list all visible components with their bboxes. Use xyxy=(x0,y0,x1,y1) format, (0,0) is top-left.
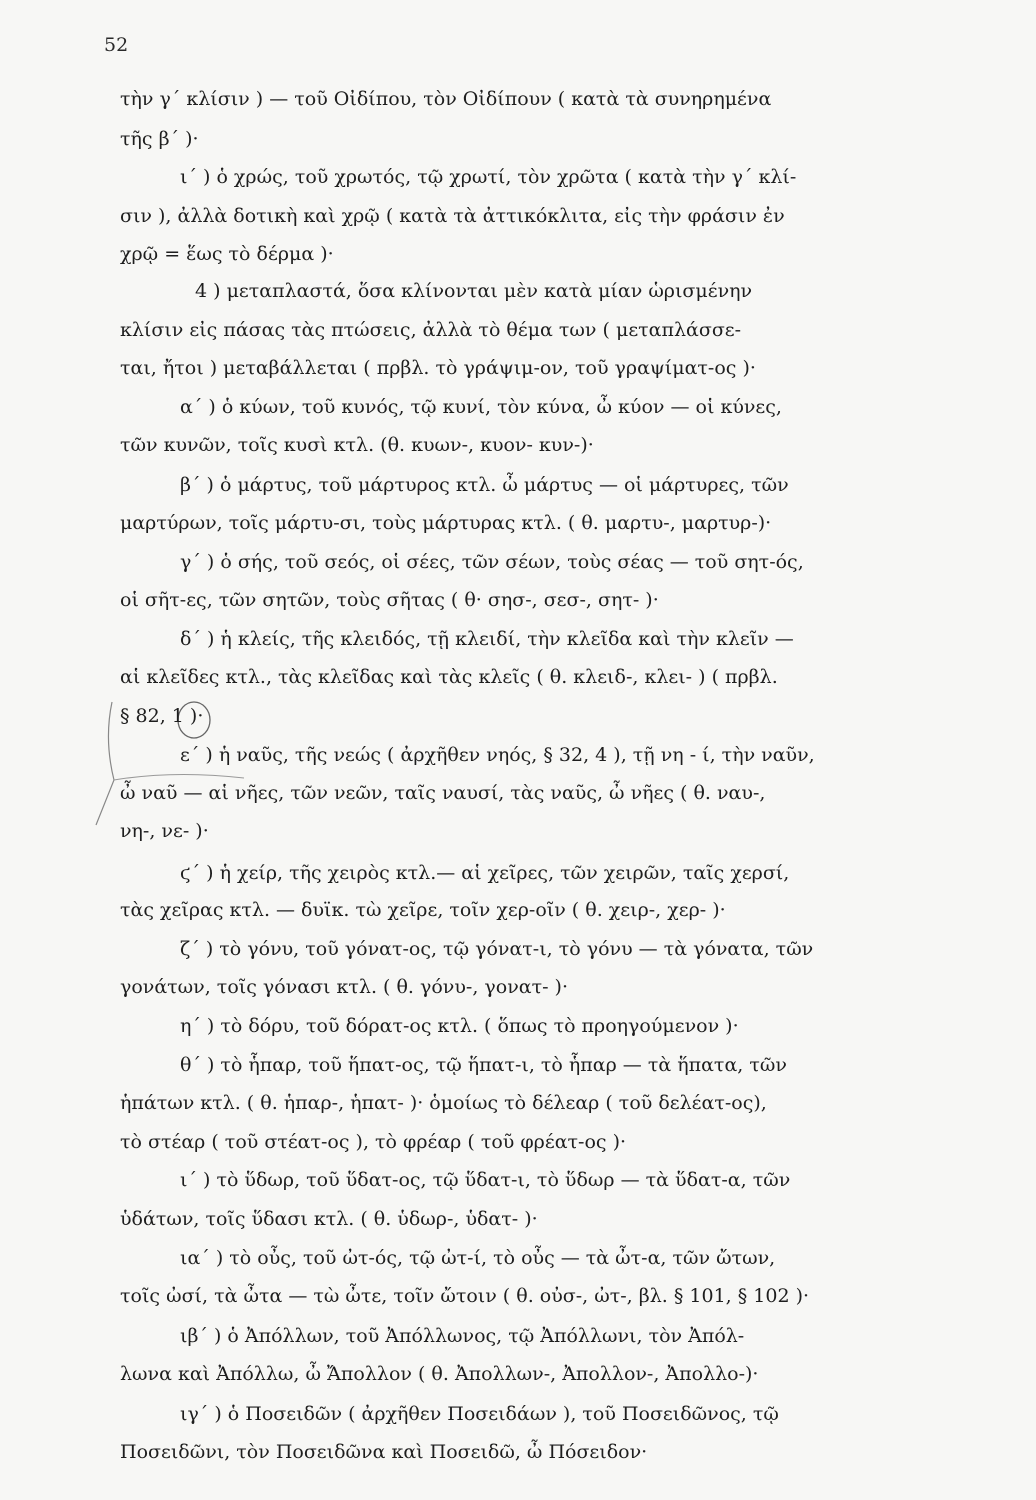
text-line: 4 ) μεταπλαστά, ὅσα κλίνονται μὲν κατὰ μίαν ὡρισμένην xyxy=(195,280,753,302)
text-line: γονάτων, τοῖς γόνασι κτλ. ( θ. γόνυ-, γονατ- )· xyxy=(120,976,568,998)
text-line: οἱ σῆτ-ες, τῶν σητῶν, τοὺς σῆτας ( θ· σησ-, σεσ-, σητ- )· xyxy=(120,589,659,611)
text-line: η΄ ) τὸ δόρυ, τοῦ δόρατ-ος κτλ. ( ὅπως τὸ προηγούμενον )· xyxy=(180,1015,739,1037)
text-line: ιγ΄ ) ὁ Ποσειδῶν ( ἀρχῆθεν Ποσειδάων ), τοῦ Ποσειδῶνος, τῷ xyxy=(180,1403,779,1425)
text-line: ται, ἤτοι ) μεταβάλλεται ( πρβλ. τὸ γράψιμ-ον, τοῦ γραψίματ-ος )· xyxy=(120,357,756,379)
text-line: τὸ στέαρ ( τοῦ στέατ-ος ), τὸ φρέαρ ( τοῦ φρέατ-ος )· xyxy=(120,1131,627,1153)
text-line: ὦ ναῦ — αἱ νῆες, τῶν νεῶν, ταῖς ναυσί, τὰς ναῦς, ὦ νῆες ( θ. ναυ-, xyxy=(120,782,766,804)
text-line: ζ΄ ) τὸ γόνυ, τοῦ γόνατ-ος, τῷ γόνατ-ι, τὸ γόνυ — τὰ γόνατα, τῶν xyxy=(180,938,814,960)
text-line: τὴν γ΄ κλίσιν ) — τοῦ Οἰδίπου, τὸν Οἰδίπουν ( κατὰ τὰ συνηρημένα xyxy=(120,88,772,110)
text-line: λωνα καὶ Ἀπόλλω, ὦ Ἄπολλον ( θ. Ἀπολλων-, Ἀπολλον-, Ἀπολλο-)· xyxy=(120,1363,759,1385)
text-line: ὑδάτων, τοῖς ὕδασι κτλ. ( θ. ὑδωρ-, ὑδατ- )· xyxy=(120,1208,538,1230)
text-line: β΄ ) ὁ μάρτυς, τοῦ μάρτυρος κτλ. ὦ μάρτυς — οἱ μάρτυρες, τῶν xyxy=(180,474,789,496)
text-line: κλίσιν εἰς πάσας τὰς πτώσεις, ἀλλὰ τὸ θέμα των ( μεταπλάσσε- xyxy=(120,319,742,341)
text-line: χρῷ = ἕως τὸ δέρμα )· xyxy=(120,243,334,265)
page-number: 52 xyxy=(104,34,129,56)
text-line: δ΄ ) ἡ κλείς, τῆς κλειδός, τῇ κλειδί, τὴν κλεῖδα καὶ τὴν κλεῖν — xyxy=(180,628,794,650)
text-line: τῶν κυνῶν, τοῖς κυσὶ κτλ. (θ. κυων-, κυον- κυν-)· xyxy=(120,434,594,456)
text-line: ιβ΄ ) ὁ Ἀπόλλων, τοῦ Ἀπόλλωνος, τῷ Ἀπόλλωνι, τὸν Ἀπόλ- xyxy=(180,1325,745,1347)
text-line: νη-, νε- )· xyxy=(120,820,209,842)
text-line: ι΄ ) ὁ χρώς, τοῦ χρωτός, τῷ χρωτί, τὸν χρῶτα ( κατὰ τὴν γ΄ κλί- xyxy=(180,166,797,188)
text-line: τὰς χεῖρας κτλ. — δυϊκ. τὼ χεῖρε, τοῖν χερ-οῖν ( θ. χειρ-, χερ- )· xyxy=(120,899,726,921)
text-line: σιν ), ἀλλὰ δοτικὴ καὶ χρῷ ( κατὰ τὰ ἀττικόκλιτα, εἰς τὴν φράσιν ἐν xyxy=(120,205,785,227)
text-line: αἱ κλεῖδες κτλ., τὰς κλεῖδας καὶ τὰς κλεῖς ( θ. κλειδ-, κλει- ) ( πρβλ. xyxy=(120,666,778,688)
text-line: ια΄ ) τὸ οὖς, τοῦ ὠτ-ός, τῷ ὠτ-ί, τὸ οὖς — τὰ ὦτ-α, τῶν ὤτων, xyxy=(180,1247,776,1269)
text-line: μαρτύρων, τοῖς μάρτυ-σι, τοὺς μάρτυρας κτλ. ( θ. μαρτυ-, μαρτυρ-)· xyxy=(120,512,772,534)
text-line: α΄ ) ὁ κύων, τοῦ κυνός, τῷ κυνί, τὸν κύνα, ὦ κύον — οἱ κύνες, xyxy=(180,396,782,418)
text-line: τοῖς ὠσί, τὰ ὦτα — τὼ ὦτε, τοῖν ὤτοιν ( θ. οὐσ-, ὠτ-, βλ. § 101, § 102 )· xyxy=(120,1285,810,1307)
text-line: ε΄ ) ἡ ναῦς, τῆς νεώς ( ἀρχῆθεν νηός, § 32, 4 ), τῇ νη - ί, τὴν ναῦν, xyxy=(180,744,815,766)
text-line: ϛ΄ ) ἡ χείρ, τῆς χειρὸς κτλ.— αἱ χεῖρες, τῶν χειρῶν, ταῖς χερσί, xyxy=(180,862,790,884)
text-line: γ΄ ) ὁ σής, τοῦ σεός, οἱ σέες, τῶν σέων, τοὺς σέας — τοῦ σητ-ός, xyxy=(180,551,804,573)
text-line: § 82, 1 )· xyxy=(120,705,204,727)
text-line: Ποσειδῶνι, τὸν Ποσειδῶνα καὶ Ποσειδῶ, ὦ Πόσειδον· xyxy=(120,1441,648,1463)
text-line: ι΄ ) τὸ ὕδωρ, τοῦ ὕδατ-ος, τῷ ὕδατ-ι, τὸ ὕδωρ — τὰ ὕδατ-α, τῶν xyxy=(180,1169,791,1191)
text-line: θ΄ ) τὸ ἧπαρ, τοῦ ἥπατ-ος, τῷ ἥπατ-ι, τὸ ἧπαρ — τὰ ἥπατα, τῶν xyxy=(180,1054,787,1076)
text-line: ἡπάτων κτλ. ( θ. ἡπαρ-, ἡπατ- )· ὁμοίως τὸ δέλεαρ ( τοῦ δελέατ-ος), xyxy=(120,1092,767,1114)
text-line: τῆς β΄ )· xyxy=(120,128,199,150)
